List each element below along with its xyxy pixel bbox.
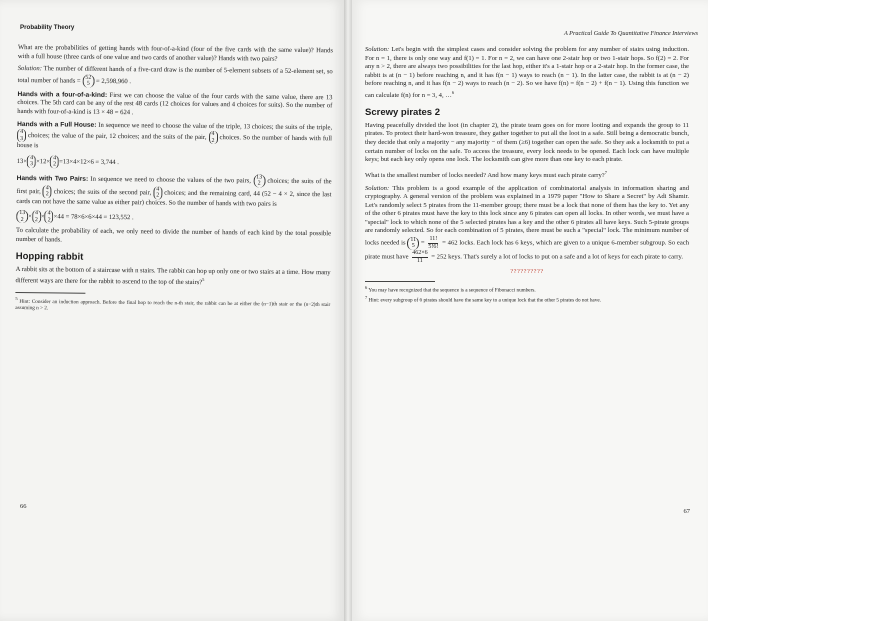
four-kind-label: Hands with a four-of-a-kind:	[17, 90, 108, 99]
pirates-paragraph: Having peacefully divided the loot (in chapter 2), the pirate team goes on for more looting and expands the group to 11 pirates. To protect their hard-won treasure, they gather together to put all the loot in a safe. Still being a democratic bunch, they decide that only a majority − any majority − of them (≥6) together can open the safe. So they ask a locksmith to put a certain number of locks on the safe. To access the treasure, every lock needs to be opened. Each lock can have multiple keys; but each key only opens one lock. The locksmith can give more than one key to each pirate.	[365, 121, 689, 164]
solution-label: Solution:	[17, 65, 42, 73]
pirates-question: What is the smallest number of locks needed? And how many keys must each pirate carry?$^7$	[365, 169, 607, 179]
binom-4-3: 4 3	[17, 129, 26, 142]
question-intro: What are the probabilities of getting hands with four-of-a-kind (four of the five cards with the same value)? Hands with a full house (three cards of one value and two cards of another value)? Hands with two pairs?	[17, 44, 333, 63]
left-footnote: $^5$ Hint: Consider an induction approach. Before the final hop to reach the n-th stair, the rabbit can be at either the (n−1)th stair or the (n−2)th stair assuming n > 2.	[15, 295, 331, 312]
binom-4-2-eq: 4 2	[50, 155, 59, 168]
right-running-head: A Practical Guide To Quantitative Finance Interviews	[563, 30, 698, 37]
four-kind-paragraph	[17, 91, 332, 120]
left-running-head: Probability Theory	[20, 24, 75, 31]
binom-4-2: 4 2	[208, 131, 217, 144]
full-house-label: Hands with a Full House:	[17, 120, 97, 129]
book-gutter	[344, 0, 352, 621]
left-page-number: 66	[20, 503, 27, 510]
binom-52-5: 52 5	[82, 74, 94, 87]
frac-keys: $\frac{462\times 6}{11}$	[412, 250, 428, 264]
full-house-equation: 13× 4 3 ×12× 4 2 =13×4×12×6 = 3,744 .	[16, 154, 119, 168]
rabbit-paragraph: A rabbit sits at the bottom of a staircase with n stairs. The rabbit can hop up only one or two stairs at a time. How many different ways are there for the rabbit to ascend to the top of the stairs?$^5$	[15, 265, 331, 287]
binom-4-2-second: 4 2	[153, 186, 162, 199]
rabbit-solution-paragraph: Solution: Let's begin with the simplest cases and consider solving the problem for any number of stairs using induction. For n = 1, there is only one way and f(1) = 1. For n = 2, we can have one 2-stair hop or two 1-stair hops. So f(2) = 2. For any n > 2, there are always two possibilities for the last hop, either it's a 1-stair hop or a 2-stair hop. In the former case, the rabbit is at (n − 1) before reaching n, and it has f(n − 1) ways to reach (n − 1). In the latter case, the rabbit is at (n − 2) before reaching n, and it has f(n − 2) ways to reach (n − 2). So we have f(n) = f(n − 2) + f(n − 1). Using this function we can calculate f(n) for n = 3, 4, …$^6$	[365, 46, 690, 100]
right-footnote-rule	[365, 281, 435, 282]
pirates-solution-paragraph: Solution: This problem is a good example of the application of combinatorial analysis in information sharing and cryptography. A general version of the problem was explained in a 1979 paper "How to Share a Secret" by Adi Shamir. Let's randomly select 5 pirates from the 11-member group; there must be a lock that none of them has the key to. Yet any of the other 6 pirates must have the key to this lock since any 6 pirates can open all locks. In other words, we must have a "special" lock to which none of the 5 selected pirates has a key and the other 6 pirates all have keys. Such 5-pirate groups are randomly selected. So for each combination of 5 pirates, there must be such a "special" lock. The minimum number of locks needed is 11 5 = $\frac{11!}{5!6!}$ = 462 locks. Each lock has 6 keys, which are given to a unique 6-member subgroup. So each pirate must have $\frac{462\times 6}{11}$ = 252 keys. That's surely a lot of locks to put on a safe and a lot of keys for each pirate to carry.	[365, 184, 690, 264]
two-pairs-paragraph	[16, 172, 331, 210]
screwy-pirates-heading: Screwy pirates 2	[365, 106, 440, 118]
full-house-text: In sequence we need to choose the value of the triple, 13 choices; the suits of the triple,	[98, 121, 333, 131]
solution-text: The number of different hands of a five-card draw is the number of 5-element subsets of a 52-element set, so total number of hands =	[17, 65, 333, 85]
conclusion-paragraph: To calculate the probability of each, we only need to divide the number of hands of each kind by the total possible number of hands.	[15, 227, 332, 244]
right-page	[352, 0, 708, 621]
binom-13-2: 13 2	[253, 174, 265, 187]
binom-11-5: 11 5	[407, 237, 419, 250]
footnote-6: $^6$ You may have recognized that the sequence is a sequence of Fibonacci numbers.	[365, 285, 536, 294]
solution-paragraph	[18, 65, 333, 90]
left-footnote-rule	[15, 292, 85, 294]
binom-4-2-first: 4 2	[43, 185, 52, 198]
two-pairs-text-4: choices; and the remaining card, 44 (52 − 4 × 2, since the last cards can not have the same value as either pair) choices. So the number of hands with two pairs is	[16, 189, 332, 208]
blank-margin	[708, 0, 880, 621]
right-page-number: 67	[683, 508, 690, 515]
two-pairs-label: Hands with Two Pairs:	[16, 174, 89, 183]
two-pairs-text-2: choices; the suits of the first pair,	[16, 177, 332, 196]
red-question-marks: ??????????	[510, 268, 544, 276]
two-pairs-text-3: choices; the suits of the second pair,	[53, 188, 152, 197]
hopping-rabbit-heading: Hopping rabbit	[15, 250, 84, 263]
four-kind-text: First we can choose the value of the four cards with the same value, there are 13 choices. The 5th card can be any of the rest 48 cards (12 choices for values and 4 choices for suits). So the number of hands with four-of-a-kind is 13 × 48 = 624 .	[17, 91, 333, 117]
left-page	[0, 0, 344, 621]
full-house-text-3: choices. So the number of hands with full house is	[16, 134, 333, 150]
full-house-text-2: choices; the value of the pair, 12 choices; and the suits of the pair,	[28, 132, 207, 142]
frac-11-fact: $\frac{11!}{5!6!}$	[428, 236, 439, 250]
footnote-7: $^7$ Hint: every subgroup of 6 pirates should have the same key to a unique lock that the other 5 pirates do not have.	[365, 295, 601, 305]
binom-4-3-eq: 4 3	[27, 155, 36, 168]
full-house-paragraph	[17, 121, 332, 154]
left-text-column	[15, 44, 333, 316]
two-pairs-equation: 13 2 × 4 2 × 4 2 ×44 = 78×6×6×44 = 123,552 .	[16, 210, 331, 226]
two-pairs-text: In sequence we need to choose the values of the two pairs,	[90, 175, 251, 185]
solution-result: = 2,598,960 .	[95, 77, 132, 85]
right-text-column	[365, 46, 689, 306]
